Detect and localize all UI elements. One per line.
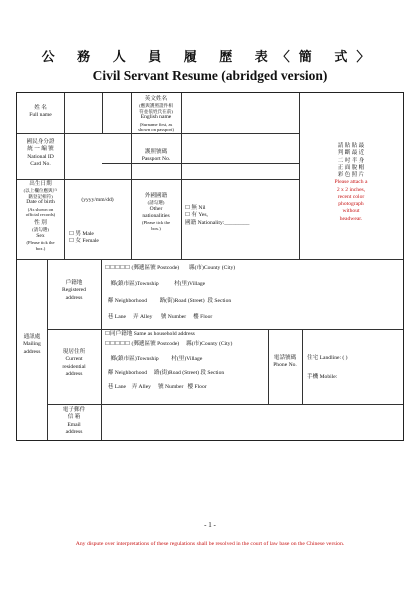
col-divider xyxy=(181,93,182,259)
nationality-options xyxy=(185,205,297,227)
mobile-field[interactable]: 手機 Mobile: xyxy=(307,374,338,381)
sex-options xyxy=(69,231,131,246)
resume-form xyxy=(16,92,404,441)
page-number: - 1 - xyxy=(204,521,216,529)
sex-label: 性 別 (請勾選) Sex (Please tick the box.) xyxy=(26,220,55,251)
landline-field[interactable]: 住宅 Landline: ( ) xyxy=(307,355,348,361)
current-address-label: 現居住所 Current residential address xyxy=(62,349,86,377)
document-title-english: Civil Servant Resume (abridged version) xyxy=(92,68,328,83)
birth-date-format: (yyyy/mm/dd) xyxy=(81,197,114,203)
nationality-yes-checkbox[interactable]: ☐ 有 Yes, xyxy=(185,212,208,219)
phone-label: 電話號碼 Phone No. xyxy=(273,355,297,369)
female-checkbox[interactable]: ☐ 女 Female xyxy=(69,238,99,245)
email-label: 電子郵件 信 箱 Email address xyxy=(62,407,86,435)
passport-label: 護照號碼 Passport No. xyxy=(141,149,171,163)
photo-instructions: 請 貼 貼 最 判 斷 最 近 二 吋 半 身 正 面 脫 帽 彩 色 照 片 Please attach a 2 x 2 inches, recent color photograph without headwear. xyxy=(334,143,368,222)
registered-address-label: 戶籍地 Registered address xyxy=(62,280,86,301)
row-divider xyxy=(17,259,403,260)
current-address-lines: ☐同戶籍地 Same as household address ☐☐☐☐☐ (郵遞區號 Postcode) 縣(市)County (City) 鄉(鎮市區)Township 村(里)Village 鄰 Neighborhood 路(街)Road (Street) 段 Section 巷 Lane 弄 Alley 號 Number 樓 Floor xyxy=(105,331,270,391)
nationality-nil-checkbox[interactable]: ☐ 無 Nil xyxy=(185,205,206,211)
row-divider xyxy=(17,133,299,134)
col-divider xyxy=(101,259,102,440)
registered-address-lines: ☐☐☐☐☐ (郵遞區號 Postcode) 縣(市)County (City) 鄉(鎮市區)Township 村(里)Village 鄰 Neighborhood 路(街)Road (Street) 段 Section 巷 Lane 弄 Alley 號 Number 樓 Floor xyxy=(105,265,236,320)
birth-date-label: 出生日期 (以上欄位應與戶 籍登記相符) Date of birth (As shown on official records) xyxy=(23,181,58,218)
phone-fields xyxy=(307,355,402,382)
english-name-label: 英文姓名 (應與護照證件相 符並依姓氏在前) English name (Surname first, as shown on passport) xyxy=(138,96,174,133)
row-divider xyxy=(17,179,299,180)
col-divider xyxy=(102,93,103,133)
national-id-label: 國民身分證 統 一 編 號 National ID Card No. xyxy=(26,139,55,167)
col-divider xyxy=(302,329,303,404)
footer-disclaimer: Any dispute over interpretations of these regulations shall be resolved in the court of law base on the Chinese version. xyxy=(75,541,345,547)
male-checkbox[interactable]: ☐ 男 Male xyxy=(69,231,94,237)
nationality-label: 外國國籍 (請勾選) Other nationalities (Please tick the box.) xyxy=(141,193,171,231)
mailing-address-label: 通訊處 Mailing address xyxy=(23,334,41,355)
name-label: 姓 名 Full name xyxy=(29,105,52,119)
same-as-household-checkbox[interactable]: ☐同戶籍地 Same as household address xyxy=(105,331,195,337)
document-title-chinese: 公 務 人 員 履 歷 表〈簡 式〉 xyxy=(41,50,379,65)
nationality-field[interactable]: 國籍 Nationality:_________ xyxy=(185,219,250,226)
col-divider xyxy=(64,93,65,259)
